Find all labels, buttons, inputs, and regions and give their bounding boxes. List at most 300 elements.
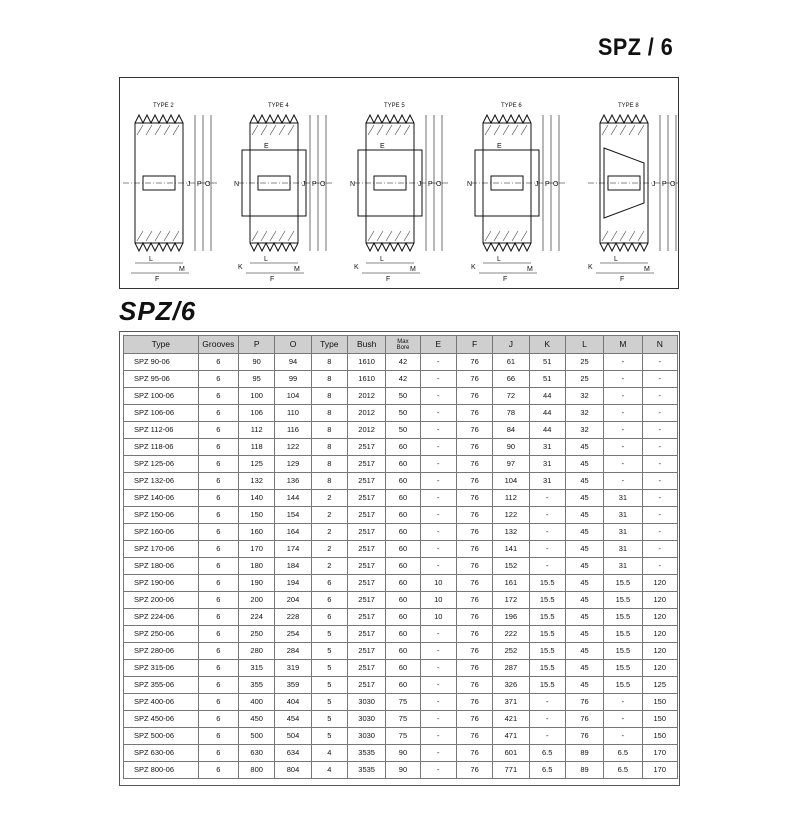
cell-bush: 2517 (347, 456, 385, 473)
cell-bush: 2517 (347, 490, 385, 507)
hatch-line (611, 125, 617, 135)
cell-e: - (420, 439, 456, 456)
cell-f: 76 (456, 422, 492, 439)
table-row (124, 762, 678, 779)
dimension-label-o: O (436, 181, 442, 188)
cell-hub-type: 8 (311, 388, 347, 405)
cell-hub-type: 4 (311, 745, 347, 762)
header-n: N (642, 336, 677, 354)
dimension-label-p: P (428, 181, 433, 188)
cell-k: 51 (529, 371, 565, 388)
cell-l: 45 (565, 626, 603, 643)
cell-type: SPZ 500-06 (124, 728, 199, 745)
cell-e: - (420, 371, 456, 388)
cell-o: 144 (275, 490, 311, 507)
cell-p: 355 (239, 677, 275, 694)
cell-m: 6.5 (604, 745, 642, 762)
cell-k: 31 (529, 456, 565, 473)
cell-o: 104 (275, 388, 311, 405)
cell-f: 76 (456, 660, 492, 677)
cell-k: 15.5 (529, 575, 565, 592)
table-row (124, 575, 678, 592)
cell-hub-type: 8 (311, 456, 347, 473)
cell-hub-type: 5 (311, 660, 347, 677)
cell-p: 180 (239, 558, 275, 575)
cell-bush: 2517 (347, 558, 385, 575)
groove-profile-bottom (135, 243, 183, 251)
cell-type: SPZ 280-06 (124, 643, 199, 660)
cell-m: 15.5 (604, 592, 642, 609)
cell-max-bore: 75 (386, 711, 420, 728)
cell-e: - (420, 524, 456, 541)
cell-j: 152 (493, 558, 529, 575)
table-row (124, 388, 678, 405)
cell-k: 31 (529, 473, 565, 490)
cell-j: 222 (493, 626, 529, 643)
cell-grooves: 6 (198, 660, 238, 677)
cell-type: SPZ 450-06 (124, 711, 199, 728)
cell-hub-type: 8 (311, 473, 347, 490)
dimension-label-m: M (179, 266, 185, 273)
table-row (124, 524, 678, 541)
cell-p: 450 (239, 711, 275, 728)
cell-o: 254 (275, 626, 311, 643)
cell-m: 31 (604, 558, 642, 575)
dimension-label-m: M (294, 266, 300, 273)
cell-m: 15.5 (604, 575, 642, 592)
header-p: P (239, 336, 275, 354)
cell-l: 76 (565, 694, 603, 711)
cell-hub-type: 2 (311, 490, 347, 507)
table-row (124, 660, 678, 677)
dimension-label-e: E (264, 143, 269, 150)
cell-n: 150 (642, 728, 677, 745)
header-k: K (529, 336, 565, 354)
cell-k: - (529, 541, 565, 558)
cell-max-bore: 50 (386, 388, 420, 405)
cell-max-bore: 75 (386, 728, 420, 745)
cell-bush: 1610 (347, 371, 385, 388)
hatch-line (155, 125, 161, 135)
cell-e: - (420, 626, 456, 643)
cell-grooves: 6 (198, 592, 238, 609)
cell-o: 634 (275, 745, 311, 762)
cell-k: 51 (529, 354, 565, 371)
cell-j: 104 (493, 473, 529, 490)
cell-n: - (642, 422, 677, 439)
cell-n: - (642, 456, 677, 473)
hatch-line (494, 231, 500, 241)
dimension-label-k: K (354, 264, 359, 271)
cell-l: 45 (565, 677, 603, 694)
cell-bush: 2517 (347, 439, 385, 456)
dimension-label-j: J (187, 181, 191, 188)
header-o: O (275, 336, 311, 354)
cell-max-bore: 60 (386, 643, 420, 660)
hatch-line (485, 125, 491, 135)
cell-l: 45 (565, 558, 603, 575)
cell-max-bore: 90 (386, 762, 420, 779)
cell-max-bore: 60 (386, 609, 420, 626)
cell-hub-type: 8 (311, 354, 347, 371)
spec-table-frame (119, 331, 680, 786)
table-row (124, 371, 678, 388)
cell-m: - (604, 439, 642, 456)
cell-j: 97 (493, 456, 529, 473)
cell-o: 99 (275, 371, 311, 388)
spec-table (123, 335, 678, 779)
hatch-line (512, 231, 518, 241)
cell-k: 31 (529, 439, 565, 456)
dimension-label-p: P (662, 181, 667, 188)
dimension-label-f: F (503, 276, 508, 283)
dimension-label-o: O (553, 181, 559, 188)
cell-n: - (642, 558, 677, 575)
cell-n: - (642, 541, 677, 558)
cell-o: 154 (275, 507, 311, 524)
cell-j: 471 (493, 728, 529, 745)
cell-l: 32 (565, 388, 603, 405)
cell-e: 10 (420, 609, 456, 626)
cell-n: 120 (642, 592, 677, 609)
dimension-label-m: M (527, 266, 533, 273)
cell-o: 94 (275, 354, 311, 371)
hatch-line (270, 231, 276, 241)
hatch-line (386, 125, 392, 135)
table-row (124, 439, 678, 456)
cell-type: SPZ 106-06 (124, 405, 199, 422)
cell-j: 112 (493, 490, 529, 507)
hatch-line (252, 231, 258, 241)
hatch-line (602, 125, 608, 135)
hatch-line (261, 125, 267, 135)
cell-k: 15.5 (529, 677, 565, 694)
cell-e: - (420, 711, 456, 728)
cell-grooves: 6 (198, 354, 238, 371)
hatch-line (368, 231, 374, 241)
cell-p: 118 (239, 439, 275, 456)
cell-f: 76 (456, 354, 492, 371)
cell-hub-type: 5 (311, 643, 347, 660)
cell-l: 89 (565, 745, 603, 762)
cell-l: 45 (565, 643, 603, 660)
cell-n: - (642, 524, 677, 541)
cell-n: 125 (642, 677, 677, 694)
cell-bush: 2517 (347, 575, 385, 592)
cell-max-bore: 90 (386, 745, 420, 762)
cell-bush: 2517 (347, 541, 385, 558)
cell-f: 76 (456, 507, 492, 524)
dimension-label-n: N (467, 181, 473, 188)
diagram-type-label: TYPE 4 (268, 103, 289, 109)
cell-e: - (420, 354, 456, 371)
cell-grooves: 6 (198, 711, 238, 728)
cell-n: - (642, 473, 677, 490)
cell-hub-type: 5 (311, 711, 347, 728)
header-max-bore-line1: Max (397, 338, 409, 345)
cell-f: 76 (456, 694, 492, 711)
cell-p: 800 (239, 762, 275, 779)
cell-j: 601 (493, 745, 529, 762)
cell-l: 32 (565, 422, 603, 439)
hatch-line (521, 231, 527, 241)
cell-m: 6.5 (604, 762, 642, 779)
cell-m: - (604, 456, 642, 473)
cell-f: 76 (456, 490, 492, 507)
cell-n: 120 (642, 660, 677, 677)
cell-type: SPZ 315-06 (124, 660, 199, 677)
cell-max-bore: 42 (386, 371, 420, 388)
cell-max-bore: 60 (386, 592, 420, 609)
cell-bush: 3535 (347, 745, 385, 762)
cell-j: 84 (493, 422, 529, 439)
hatch-line (173, 125, 179, 135)
cell-max-bore: 60 (386, 626, 420, 643)
cell-type: SPZ 132-06 (124, 473, 199, 490)
hatch-line (288, 231, 294, 241)
hatch-line (146, 231, 152, 241)
hatch-line (503, 231, 509, 241)
hatch-line (386, 231, 392, 241)
dimension-label-f: F (620, 276, 625, 283)
cell-e: - (420, 405, 456, 422)
page-title: SPZ / 6 (598, 34, 674, 61)
cell-o: 504 (275, 728, 311, 745)
cell-k: 44 (529, 422, 565, 439)
table-row (124, 541, 678, 558)
cell-type: SPZ 190-06 (124, 575, 199, 592)
dimension-label-f: F (155, 276, 160, 283)
dimension-label-l: L (264, 256, 268, 263)
dimension-label-l: L (614, 256, 618, 263)
cell-f: 76 (456, 643, 492, 660)
cell-f: 76 (456, 541, 492, 558)
cell-e: - (420, 694, 456, 711)
cell-hub-type: 6 (311, 609, 347, 626)
hatch-line (629, 125, 635, 135)
cell-grooves: 6 (198, 422, 238, 439)
cell-p: 160 (239, 524, 275, 541)
cell-type: SPZ 224-06 (124, 609, 199, 626)
cell-type: SPZ 140-06 (124, 490, 199, 507)
cell-m: 15.5 (604, 643, 642, 660)
cell-j: 90 (493, 439, 529, 456)
cell-grooves: 6 (198, 728, 238, 745)
dimension-label-o: O (320, 181, 326, 188)
cell-f: 76 (456, 473, 492, 490)
cell-e: - (420, 745, 456, 762)
dimension-label-l: L (380, 256, 384, 263)
dimension-label-k: K (238, 264, 243, 271)
cell-grooves: 6 (198, 388, 238, 405)
cell-bush: 2012 (347, 388, 385, 405)
cell-o: 129 (275, 456, 311, 473)
cell-l: 25 (565, 354, 603, 371)
dimension-label-l: L (497, 256, 501, 263)
cell-e: - (420, 558, 456, 575)
cell-type: SPZ 112-06 (124, 422, 199, 439)
hatch-line (261, 231, 267, 241)
cell-m: 31 (604, 541, 642, 558)
cell-e: 10 (420, 592, 456, 609)
hatch-line (155, 231, 161, 241)
cell-type: SPZ 150-06 (124, 507, 199, 524)
cell-grooves: 6 (198, 541, 238, 558)
cell-n: 120 (642, 643, 677, 660)
cell-f: 76 (456, 439, 492, 456)
cell-max-bore: 50 (386, 405, 420, 422)
dimension-label-l: L (149, 256, 153, 263)
cell-p: 112 (239, 422, 275, 439)
cell-n: - (642, 354, 677, 371)
dimension-label-m: M (644, 266, 650, 273)
cell-l: 45 (565, 456, 603, 473)
cell-o: 359 (275, 677, 311, 694)
table-row (124, 507, 678, 524)
cell-p: 630 (239, 745, 275, 762)
groove-profile-bottom (250, 243, 298, 251)
cell-n: - (642, 388, 677, 405)
cell-f: 76 (456, 609, 492, 626)
cell-max-bore: 60 (386, 541, 420, 558)
cell-k: 15.5 (529, 609, 565, 626)
cell-p: 170 (239, 541, 275, 558)
cell-m: 31 (604, 507, 642, 524)
cell-type: SPZ 170-06 (124, 541, 199, 558)
cell-max-bore: 60 (386, 490, 420, 507)
cell-e: - (420, 728, 456, 745)
cell-o: 319 (275, 660, 311, 677)
cell-grooves: 6 (198, 507, 238, 524)
cell-m: - (604, 388, 642, 405)
cell-m: 31 (604, 524, 642, 541)
cell-k: - (529, 507, 565, 524)
cell-o: 164 (275, 524, 311, 541)
diagram-type-label: TYPE 5 (384, 103, 405, 109)
cell-grooves: 6 (198, 643, 238, 660)
cell-k: 15.5 (529, 592, 565, 609)
cell-f: 76 (456, 728, 492, 745)
cell-grooves: 6 (198, 745, 238, 762)
header-l: L (565, 336, 603, 354)
cell-bush: 2517 (347, 592, 385, 609)
hatch-line (521, 125, 527, 135)
header-grooves: Grooves (198, 336, 238, 354)
cell-f: 76 (456, 558, 492, 575)
cell-k: - (529, 490, 565, 507)
cell-grooves: 6 (198, 558, 238, 575)
hatch-line (602, 231, 608, 241)
table-row (124, 592, 678, 609)
hatch-line (638, 125, 644, 135)
hatch-line (404, 231, 410, 241)
header-m: M (604, 336, 642, 354)
hatch-line (288, 125, 294, 135)
hatch-line (620, 125, 626, 135)
cell-bush: 2517 (347, 473, 385, 490)
cell-n: 150 (642, 711, 677, 728)
cell-o: 116 (275, 422, 311, 439)
table-row (124, 677, 678, 694)
cell-f: 76 (456, 456, 492, 473)
dimension-label-n: N (350, 181, 356, 188)
dimension-label-j: J (535, 181, 539, 188)
cell-p: 280 (239, 643, 275, 660)
cell-m: - (604, 422, 642, 439)
cell-max-bore: 60 (386, 524, 420, 541)
cell-p: 132 (239, 473, 275, 490)
table-row (124, 354, 678, 371)
cell-m: - (604, 694, 642, 711)
cell-n: 120 (642, 609, 677, 626)
cell-grooves: 6 (198, 626, 238, 643)
cell-grooves: 6 (198, 694, 238, 711)
cell-l: 25 (565, 371, 603, 388)
cell-k: 6.5 (529, 745, 565, 762)
hatch-line (395, 125, 401, 135)
cell-j: 172 (493, 592, 529, 609)
cell-hub-type: 6 (311, 575, 347, 592)
hatch-line (252, 125, 258, 135)
cell-k: 15.5 (529, 643, 565, 660)
cell-f: 76 (456, 371, 492, 388)
cell-n: 170 (642, 745, 677, 762)
cell-hub-type: 5 (311, 728, 347, 745)
cell-type: SPZ 355-06 (124, 677, 199, 694)
cell-bush: 2012 (347, 422, 385, 439)
hatch-line (164, 125, 170, 135)
cell-j: 141 (493, 541, 529, 558)
cell-j: 66 (493, 371, 529, 388)
cell-bush: 2517 (347, 507, 385, 524)
diagram-type-label: TYPE 2 (153, 103, 174, 109)
cell-f: 76 (456, 711, 492, 728)
table-row (124, 711, 678, 728)
cell-m: - (604, 354, 642, 371)
table-row (124, 609, 678, 626)
cell-j: 78 (493, 405, 529, 422)
cell-max-bore: 60 (386, 677, 420, 694)
cell-p: 250 (239, 626, 275, 643)
cell-k: - (529, 694, 565, 711)
cell-bush: 1610 (347, 354, 385, 371)
cell-grooves: 6 (198, 405, 238, 422)
dimension-label-p: P (197, 181, 202, 188)
diagram-canvas (120, 78, 678, 288)
cell-k: 6.5 (529, 762, 565, 779)
cell-p: 140 (239, 490, 275, 507)
cell-o: 284 (275, 643, 311, 660)
cell-n: - (642, 405, 677, 422)
cell-m: 15.5 (604, 609, 642, 626)
cell-p: 90 (239, 354, 275, 371)
cell-hub-type: 8 (311, 405, 347, 422)
cell-type: SPZ 100-06 (124, 388, 199, 405)
cell-e: - (420, 643, 456, 660)
cell-o: 804 (275, 762, 311, 779)
cell-k: 15.5 (529, 660, 565, 677)
cell-max-bore: 50 (386, 422, 420, 439)
cell-n: 150 (642, 694, 677, 711)
cell-n: - (642, 507, 677, 524)
cell-e: - (420, 762, 456, 779)
cell-m: 15.5 (604, 660, 642, 677)
cell-hub-type: 5 (311, 677, 347, 694)
cell-p: 106 (239, 405, 275, 422)
cell-max-bore: 60 (386, 473, 420, 490)
hatch-line (503, 125, 509, 135)
cell-type: SPZ 118-06 (124, 439, 199, 456)
